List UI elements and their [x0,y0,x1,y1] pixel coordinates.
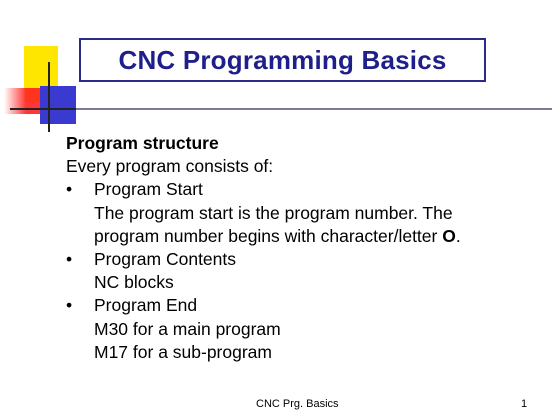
bullet-label: Program Contents [94,249,237,270]
page-number: 1 [521,398,528,410]
bullet-label: Program Start [94,179,203,200]
bullet-item-program-end [66,294,546,364]
bullet-detail-line: M17 for a sub-program [94,341,272,362]
bullet-detail-line: NC blocks [94,272,174,293]
bullet-detail-line: M30 for a main program [94,318,281,339]
section-heading: Program structure [66,133,219,153]
footer-title: CNC Prg. Basics [256,398,339,410]
intro-text: Every program consists of: [66,156,274,177]
decor-horizontal-line-left [10,108,76,110]
detail-text: program number begins with character/letter [94,225,443,246]
emphasis-letter: O [442,225,456,246]
slide-title: CNC Programming Basics [118,44,447,75]
title-box [79,38,486,82]
decor-vertical-line [48,62,50,132]
detail-tail: . [455,225,461,246]
bullet-icon: • [66,179,73,200]
decor-red-fade [4,88,26,114]
title-underline [76,108,552,110]
slide-body [66,132,546,364]
bullet-icon: • [66,249,73,270]
bullet-detail-line [66,225,546,248]
bullet-item-program-contents [66,248,546,294]
bullet-label: Program End [94,295,198,316]
bullet-icon: • [66,295,73,316]
bullet-item-program-start [66,178,546,248]
decor-blue-square [40,86,76,124]
bullet-detail-line: The program start is the program number. The [94,202,453,223]
